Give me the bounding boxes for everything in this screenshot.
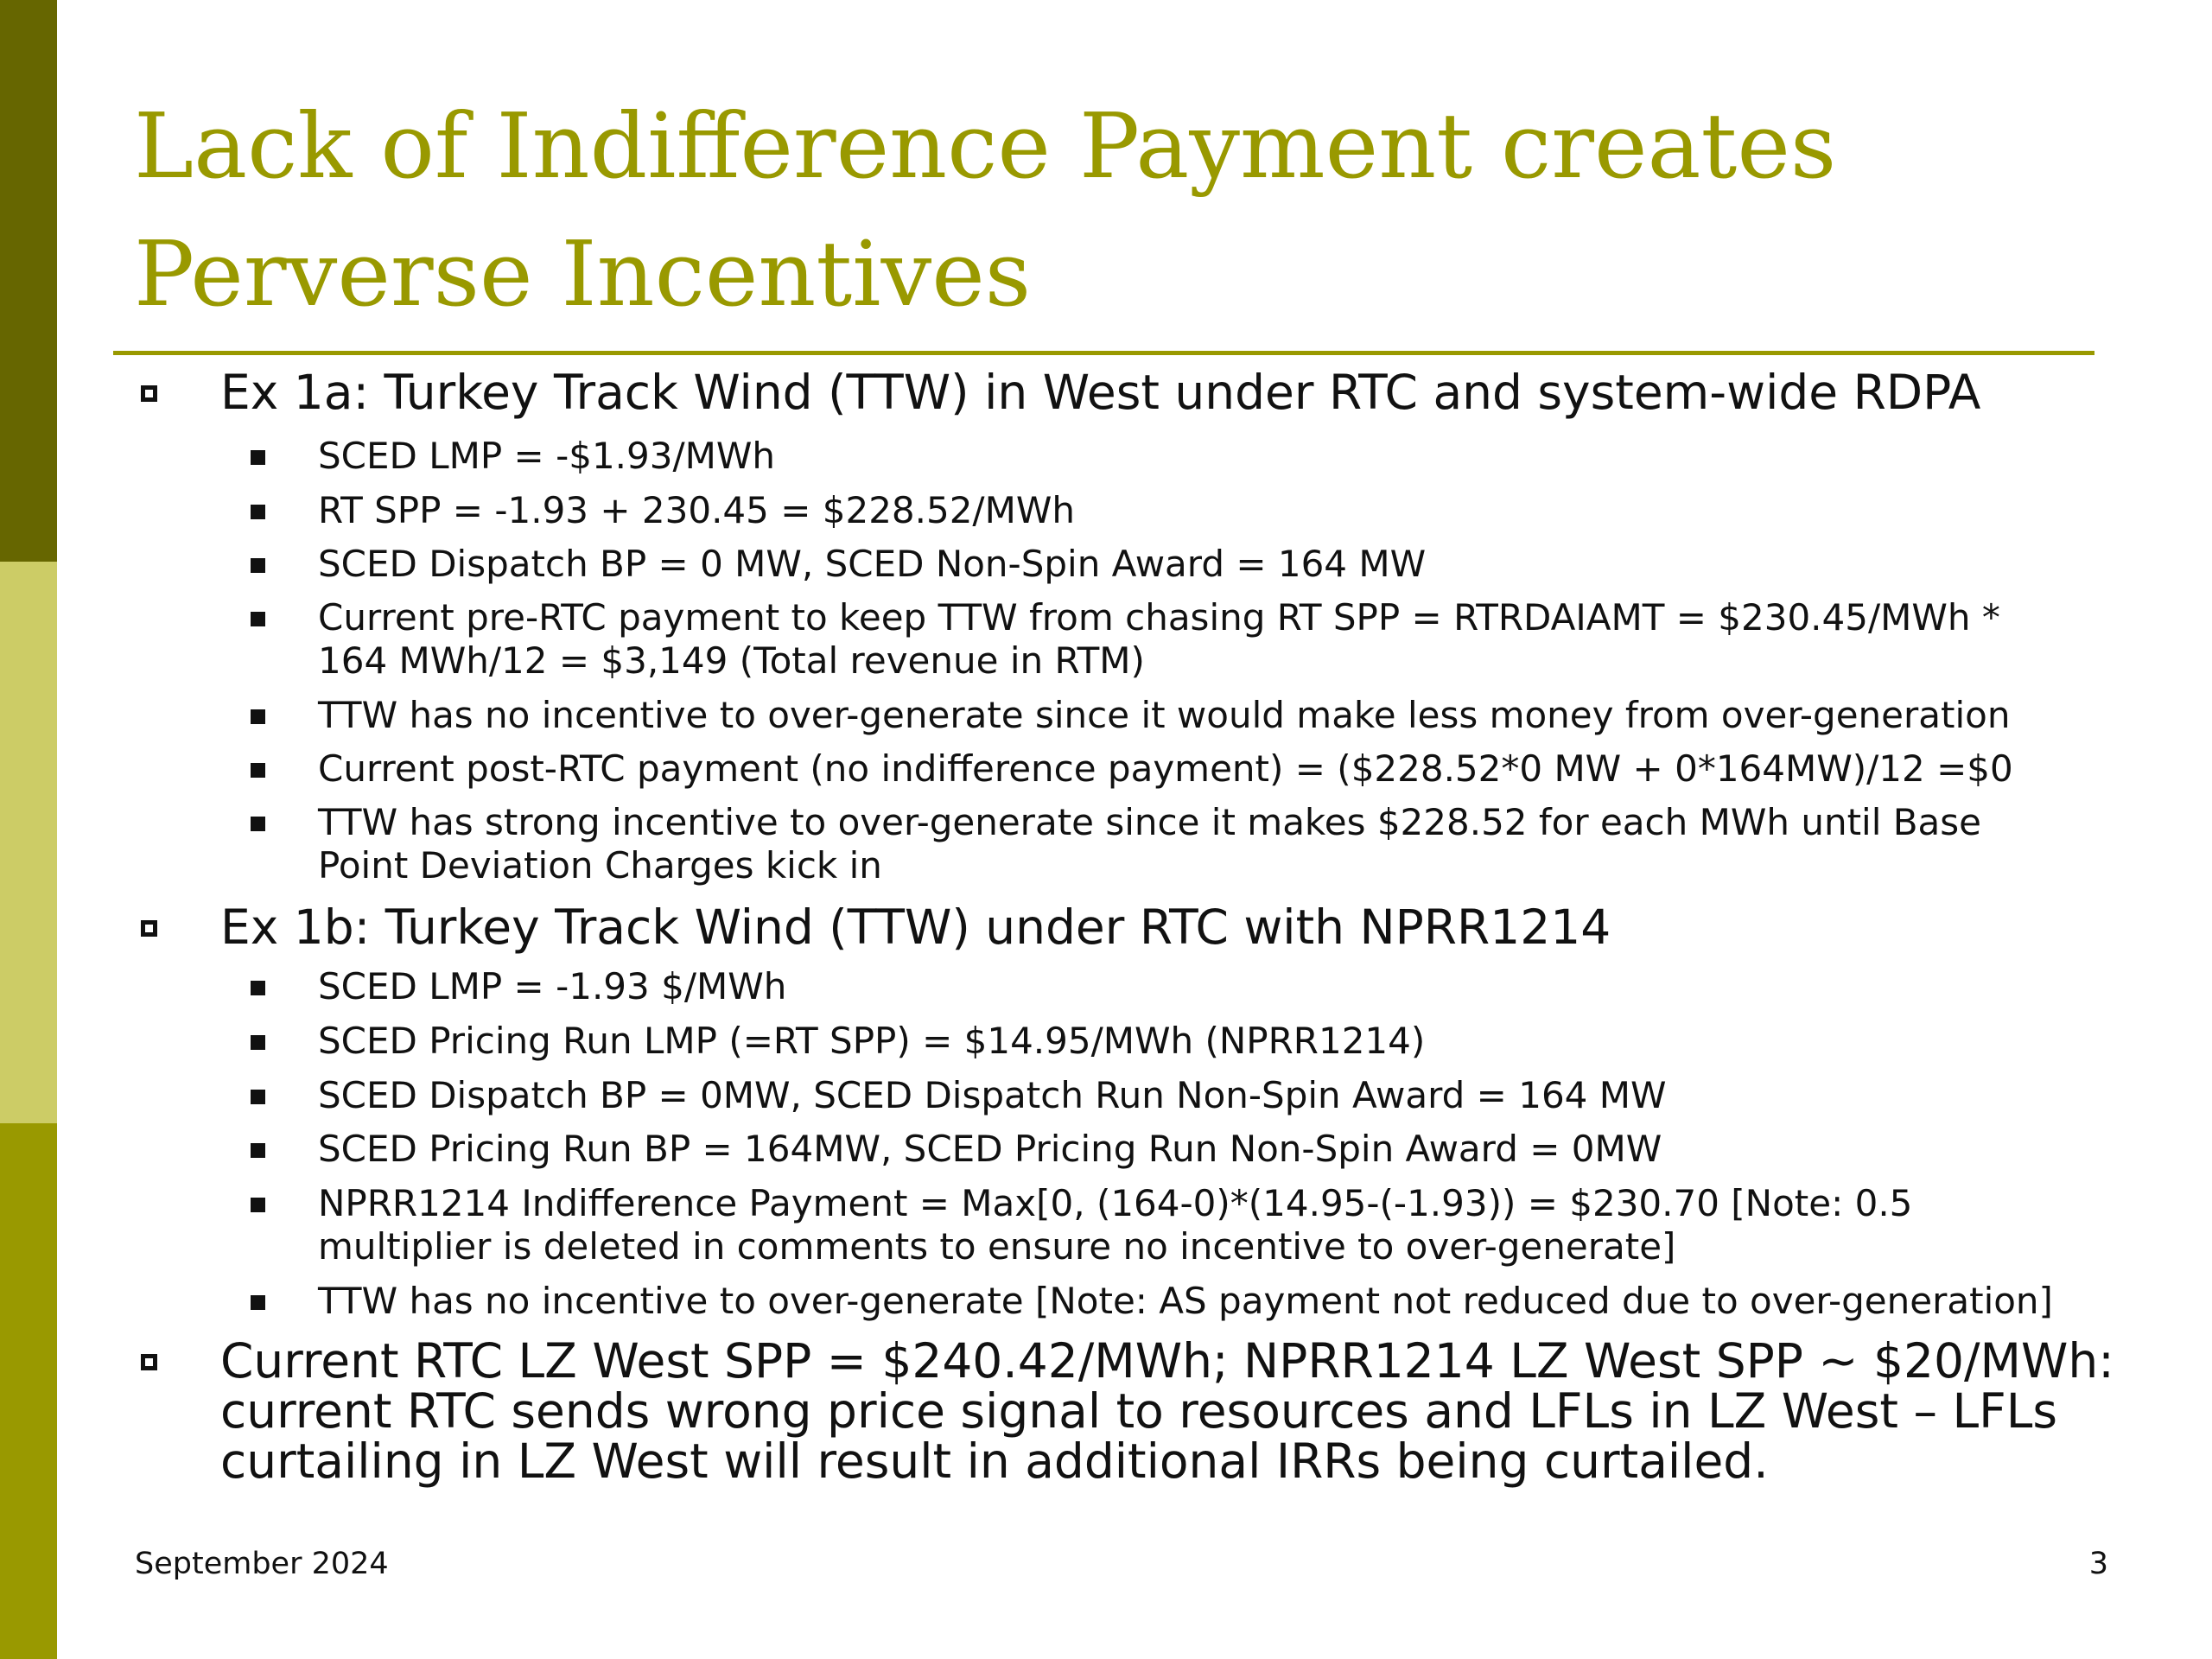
hollow-square-bullet-icon xyxy=(141,1354,157,1370)
list-item-text: SCED LMP = -$1.93/MWh xyxy=(318,435,775,477)
sidebar-band-mid xyxy=(0,1123,57,1659)
list-item-text: SCED Dispatch BP = 0 MW, SCED Non-Spin Award = 164 MW xyxy=(318,543,1427,585)
list-item-text: RT SPP = -1.93 + 230.45 = $228.52/MWh xyxy=(318,489,1075,531)
page-number: 3 xyxy=(2088,1547,2108,1581)
list-item-text: Current pre-RTC payment to keep TTW from chasing RT SPP = RTRDAIAMT = $230.45/MWh * 164 MWh/12 = $3,149 (Total revenue in RTM) xyxy=(318,596,2000,682)
square-bullet-icon xyxy=(251,1035,265,1050)
slide-title xyxy=(134,82,2121,338)
hollow-square-bullet-icon xyxy=(141,920,157,937)
square-bullet-icon xyxy=(251,981,265,995)
section-heading-text: Ex 1a: Turkey Track Wind (TTW) in West under RTC and system-wide RDPA xyxy=(220,365,1981,420)
section-heading-text: Current RTC LZ West SPP = $240.42/MWh; NPRR1214 LZ West SPP ~ $20/MWh: current RTC sends wrong price signal to resources and LFLs in LZ West – LFLs curtailing in LZ West will result in additional IRRs being curtailed. xyxy=(220,1333,2114,1489)
square-bullet-icon xyxy=(251,558,265,573)
list-item-text: SCED LMP = -1.93 $/MWh xyxy=(318,965,787,1007)
list-item-text: SCED Dispatch BP = 0MW, SCED Dispatch Run Non-Spin Award = 164 MW xyxy=(318,1074,1667,1116)
square-bullet-icon xyxy=(251,612,265,626)
footer-date: September 2024 xyxy=(135,1547,389,1581)
square-bullet-icon xyxy=(251,1198,265,1212)
slide-title-line-2: Perverse Incentives xyxy=(134,221,1032,327)
square-bullet-icon xyxy=(251,1295,265,1310)
list-item-text: TTW has no incentive to over-generate [Note: AS payment not reduced due to over-generation] xyxy=(318,1280,2053,1322)
list-item-text: TTW has no incentive to over-generate since it would make less money from over-generation xyxy=(318,694,2011,736)
square-bullet-icon xyxy=(251,709,265,724)
list-item-text: TTW has strong incentive to over-generate since it makes $228.52 for each MWh until Base Point Deviation Charges kick in xyxy=(318,801,1982,887)
section-heading-text: Ex 1b: Turkey Track Wind (TTW) under RTC with NPRR1214 xyxy=(220,899,1611,955)
sidebar-band-dark xyxy=(0,0,57,562)
square-bullet-icon xyxy=(251,450,265,465)
list-item-text: SCED Pricing Run BP = 164MW, SCED Pricing Run Non-Spin Award = 0MW xyxy=(318,1128,1662,1170)
square-bullet-icon xyxy=(251,817,265,831)
square-bullet-icon xyxy=(251,1090,265,1104)
square-bullet-icon xyxy=(251,505,265,519)
slide-title-line-1: Lack of Indifference Payment creates xyxy=(134,93,1837,199)
square-bullet-icon xyxy=(251,763,265,778)
list-item-text: SCED Pricing Run LMP (=RT SPP) = $14.95/MWh (NPRR1214) xyxy=(318,1020,1426,1062)
title-divider xyxy=(113,351,2094,355)
square-bullet-icon xyxy=(251,1143,265,1158)
list-item-text: NPRR1214 Indifference Payment = Max[0, (164-0)*(14.95-(-1.93)) = $230.70 [Note: 0.5 multiplier is deleted in comments to ensure no incentive to over-generate] xyxy=(318,1182,1913,1268)
sidebar-band-light xyxy=(0,562,57,1123)
list-item-text: Current post-RTC payment (no indifference payment) = ($228.52*0 MW + 0*164MW)/12 =$0 xyxy=(318,747,2013,790)
hollow-square-bullet-icon xyxy=(141,385,157,402)
